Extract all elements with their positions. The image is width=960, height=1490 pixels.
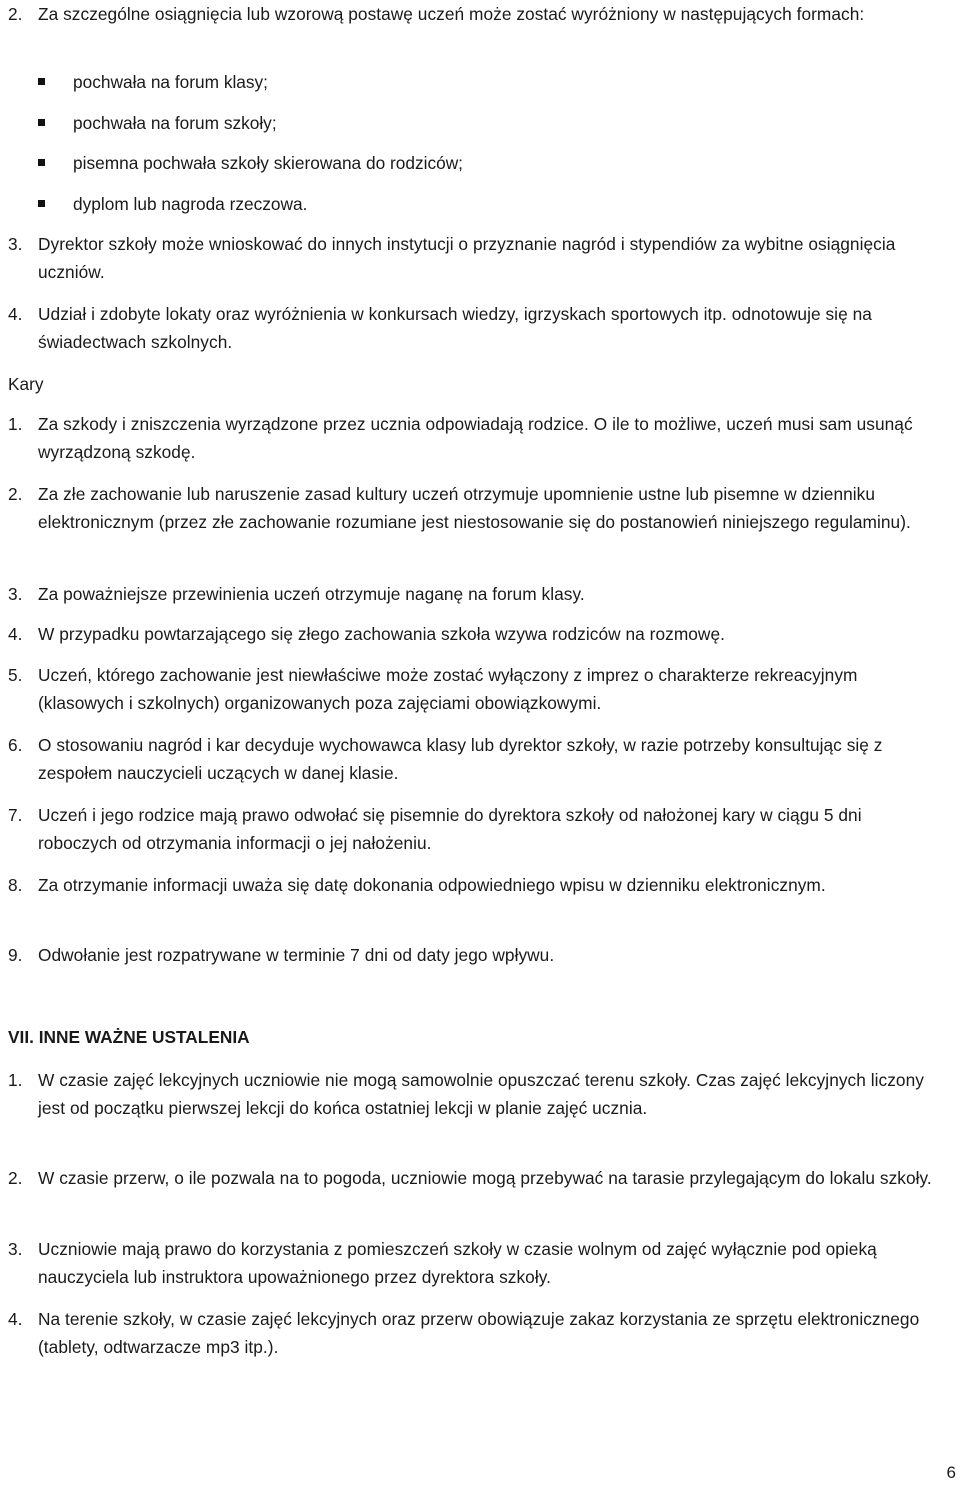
item-text: Za szczególne osiągnięcia lub wzorową postawę uczeń może zostać wyróżniony w następujących formach: — [38, 4, 865, 24]
item-number: 2. — [8, 4, 23, 24]
item-text: Za otrzymanie informacji uważa się datę dokonania odpowiedniego wpisu w dzienniku elektronicznym. — [38, 875, 826, 895]
item-number: 5. — [8, 665, 23, 685]
square-bullet-icon — [38, 119, 45, 126]
list-item — [8, 580, 938, 608]
item-number: 4. — [8, 304, 23, 324]
bullet-text: pochwała na forum szkoły; — [73, 113, 277, 133]
list-item — [8, 1235, 938, 1291]
square-bullet-icon — [38, 200, 45, 207]
list-item — [8, 300, 938, 356]
list-item — [8, 480, 938, 536]
item-number: 3. — [8, 1239, 23, 1259]
item-number: 4. — [8, 624, 23, 644]
bullet-text: pisemna pochwała szkoły skierowana do rodziców; — [73, 153, 463, 173]
item-text: Za złe zachowanie lub naruszenie zasad kultury uczeń otrzymuje upomnienie ustne lub pisemne w dzienniku elektronicznym (przez złe zachowanie rozumiane jest niestosowanie się do postanowień niniejszego regulaminu). — [38, 484, 911, 532]
list-item — [8, 1164, 938, 1192]
item-text: O stosowaniu nagród i kar decyduje wychowawca klasy lub dyrektor szkoły, w razie potrzeby konsultując się z zespołem nauczycieli uczących w danej klasie. — [38, 735, 883, 783]
item-number: 2. — [8, 1168, 23, 1188]
item-number: 1. — [8, 1070, 23, 1090]
bullet-item — [38, 190, 918, 218]
item-text: W czasie zajęć lekcyjnych uczniowie nie mogą samowolnie opuszczać terenu szkoły. Czas zajęć lekcyjnych liczony jest od początku pierwszej lekcji do końca ostatniej lekcji w planie zajęć ucznia. — [38, 1070, 924, 1118]
item-text: Udział i zdobyte lokaty oraz wyróżnienia w konkursach wiedzy, igrzyskach sportowych itp. odnotowuje się na świadectwach szkolnych. — [38, 304, 872, 352]
item-text: Odwołanie jest rozpatrywane w terminie 7 dni od daty jego wpływu. — [38, 945, 555, 965]
bullet-text: dyplom lub nagroda rzeczowa. — [73, 194, 308, 214]
list-item — [8, 661, 938, 717]
list-item — [8, 620, 938, 648]
item-number: 2. — [8, 484, 23, 504]
list-item — [8, 871, 938, 899]
list-item — [8, 230, 938, 286]
bullet-item — [38, 149, 918, 177]
item-text: W przypadku powtarzającego się złego zachowania szkoła wzywa rodziców na rozmowę. — [38, 624, 725, 644]
section-heading-inne: VII. INNE WAŻNE USTALENIA — [8, 1027, 250, 1047]
item-text: Dyrektor szkoły może wnioskować do innych instytucji o przyznanie nagród i stypendiów za wybitne osiągnięcia uczniów. — [38, 234, 896, 282]
item-text: W czasie przerw, o ile pozwala na to pogoda, uczniowie mogą przebywać na tarasie przylegającym do lokalu szkoły. — [38, 1168, 932, 1188]
page-number: 6 — [946, 1463, 956, 1482]
square-bullet-icon — [38, 159, 45, 166]
item-number: 3. — [8, 584, 23, 604]
item-text: Uczeń i jego rodzice mają prawo odwołać się pisemnie do dyrektora szkoły od nałożonej kary w ciągu 5 dni roboczych od otrzymania informacji o jej nałożeniu. — [38, 805, 862, 853]
square-bullet-icon — [38, 78, 45, 85]
item-number: 3. — [8, 234, 23, 254]
section-heading-kary: Kary — [8, 374, 44, 394]
item-text: Za poważniejsze przewinienia uczeń otrzymuje naganę na forum klasy. — [38, 584, 585, 604]
bullet-item — [38, 68, 918, 96]
list-item — [8, 1066, 938, 1122]
list-item — [8, 941, 938, 969]
list-item — [8, 0, 938, 28]
item-number: 8. — [8, 875, 23, 895]
item-text: Za szkody i zniszczenia wyrządzone przez ucznia odpowiadają rodzice. O ile to możliwe, uczeń musi sam usunąć wyrządzoną szkodę. — [38, 414, 913, 462]
item-number: 4. — [8, 1309, 23, 1329]
item-number: 6. — [8, 735, 23, 755]
bullet-text: pochwała na forum klasy; — [73, 72, 268, 92]
list-item — [8, 410, 938, 466]
list-item — [8, 801, 938, 857]
item-number: 7. — [8, 805, 23, 825]
bullet-item — [38, 109, 918, 137]
item-text: Uczeń, którego zachowanie jest niewłaściwe może zostać wyłączony z imprez o charakterze rekreacyjnym (klasowych i szkolnych) organizowanych poza zajęciami obowiązkowymi. — [38, 665, 858, 713]
item-text: Uczniowie mają prawo do korzystania z pomieszczeń szkoły w czasie wolnym od zajęć wyłącznie pod opieką nauczyciela lub instruktora upoważnionego przez dyrektora szkoły. — [38, 1239, 877, 1287]
item-number: 1. — [8, 414, 23, 434]
list-item — [8, 1305, 938, 1361]
list-item — [8, 731, 938, 787]
item-text: Na terenie szkoły, w czasie zajęć lekcyjnych oraz przerw obowiązuje zakaz korzystania ze sprzętu elektronicznego (tablety, odtwarzacze mp3 itp.). — [38, 1309, 920, 1357]
item-number: 9. — [8, 945, 23, 965]
